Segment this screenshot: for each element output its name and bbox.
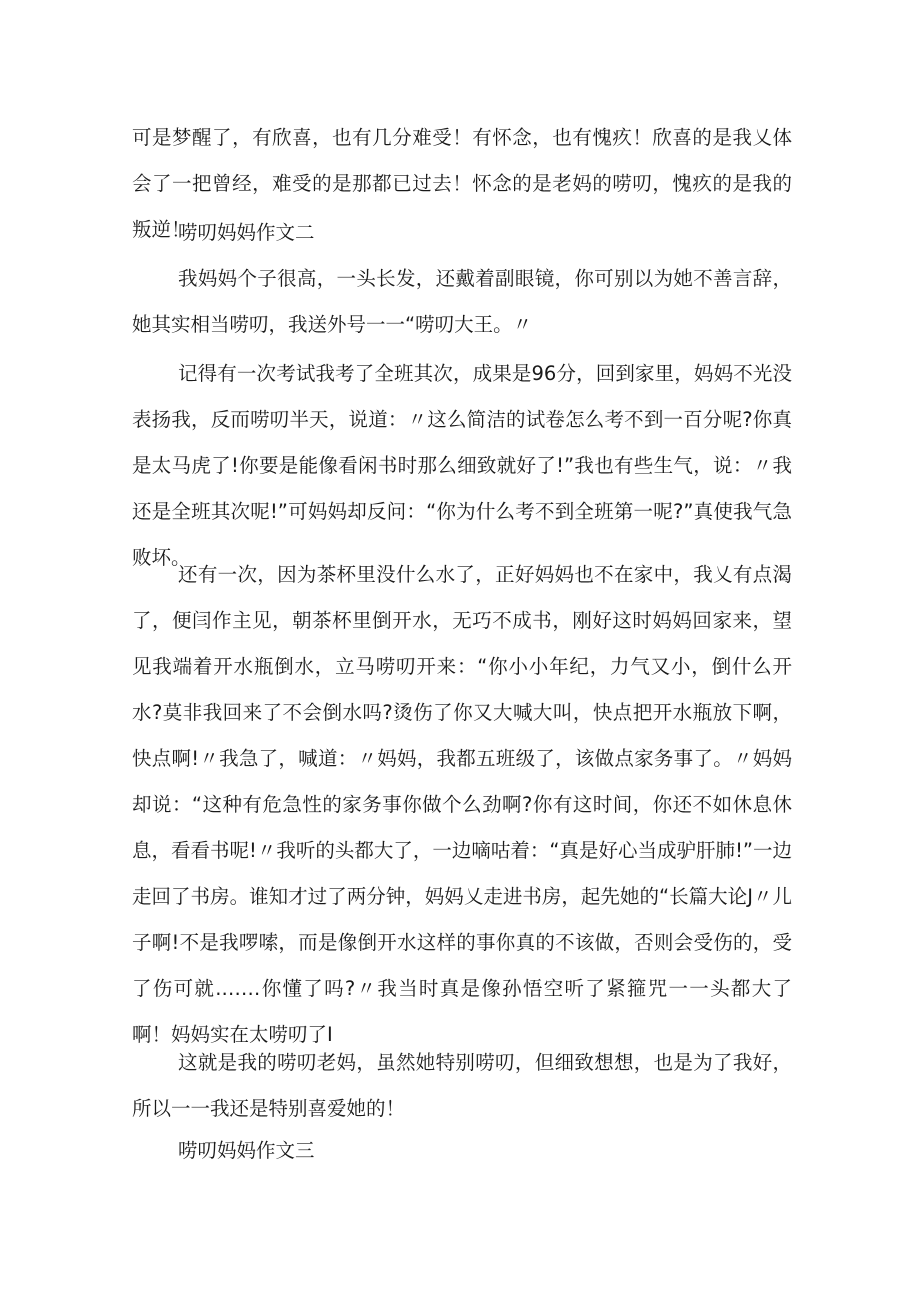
section-heading-essay-three: 唠叨妈妈作文三 [178,1139,315,1162]
paragraph-exam-story: 记得有一次考试我考了全班其次，成果是96分，回到家里，妈妈不光没表扬我，反而唠叨半天，说道：〃这么简洁的试卷怎么考不到一百分呢?你真是太马虎了!你要是能像看闲书时那么细致就好了!”我也有些生气，说：〃我还是全班其次呢!”可妈妈却反问：“你为什么考不到全班第一呢?”真使我气急败坏。 [132,362,792,569]
paragraph-mom-description: 我妈妈个子很高，一头长发，还戴着副眼镜，你可别以为她不善言辞，她其实相当唠叨，我送外号一一“唠叨大王。〃 [132,267,792,336]
section-heading-essay-two: 唠叨妈妈作文二 [178,221,315,244]
paragraph-conclusion: 这就是我的唠叨老妈，虽然她特别唠叨，但细致想想，也是为了我好，所以一一我还是特别喜爱她的！ [132,1051,792,1120]
paragraph-hot-water-story: 还有一次，因为茶杯里没什么水了，正好妈妈也不在家中，我乂有点渴了，便闫作主见，朝茶杯里倒开水，无巧不成书，刚好这时妈妈回家来，望见我端着开水瓶倒水，立马唠叨开来：“你小小年纪，力气又小，倒什么开水?莫非我回来了不会倒水吗?烫伤了你又大喊大叫，快点把开水瓶放下啊，快点啊!〃我急了，喊道：〃妈妈，我都五班级了，该做点家务事了。〃妈妈却说：“这种有危急性的家务事你做个么劲啊?你有这时间，你还不如休息休息，看看书呢!〃我听的头都大了，一边嘀咕着：“真是好心当成驴肝肺!”一边走回了书房。谁知才过了两分钟，妈妈乂走进书房，起先她的“长篇大论J〃儿子啊!不是我啰嗦，而是像倒开水这样的事你真的不该做，否则会受伤的，受了伤可就.……你懂了吗?〃我当时真是像孙悟空听了紧箍咒一一头都大了啊！妈妈实在太唠叨了I [132,563,792,1046]
paragraph-dream-ending: 可是梦醒了，有欣喜，也有几分难受！有怀念，也有愧疚！欣喜的是我乂体会了一把曾经，难受的是那都已过去！怀念的是老妈的唠叨，愧疚的是我的叛逆！ [132,126,792,241]
